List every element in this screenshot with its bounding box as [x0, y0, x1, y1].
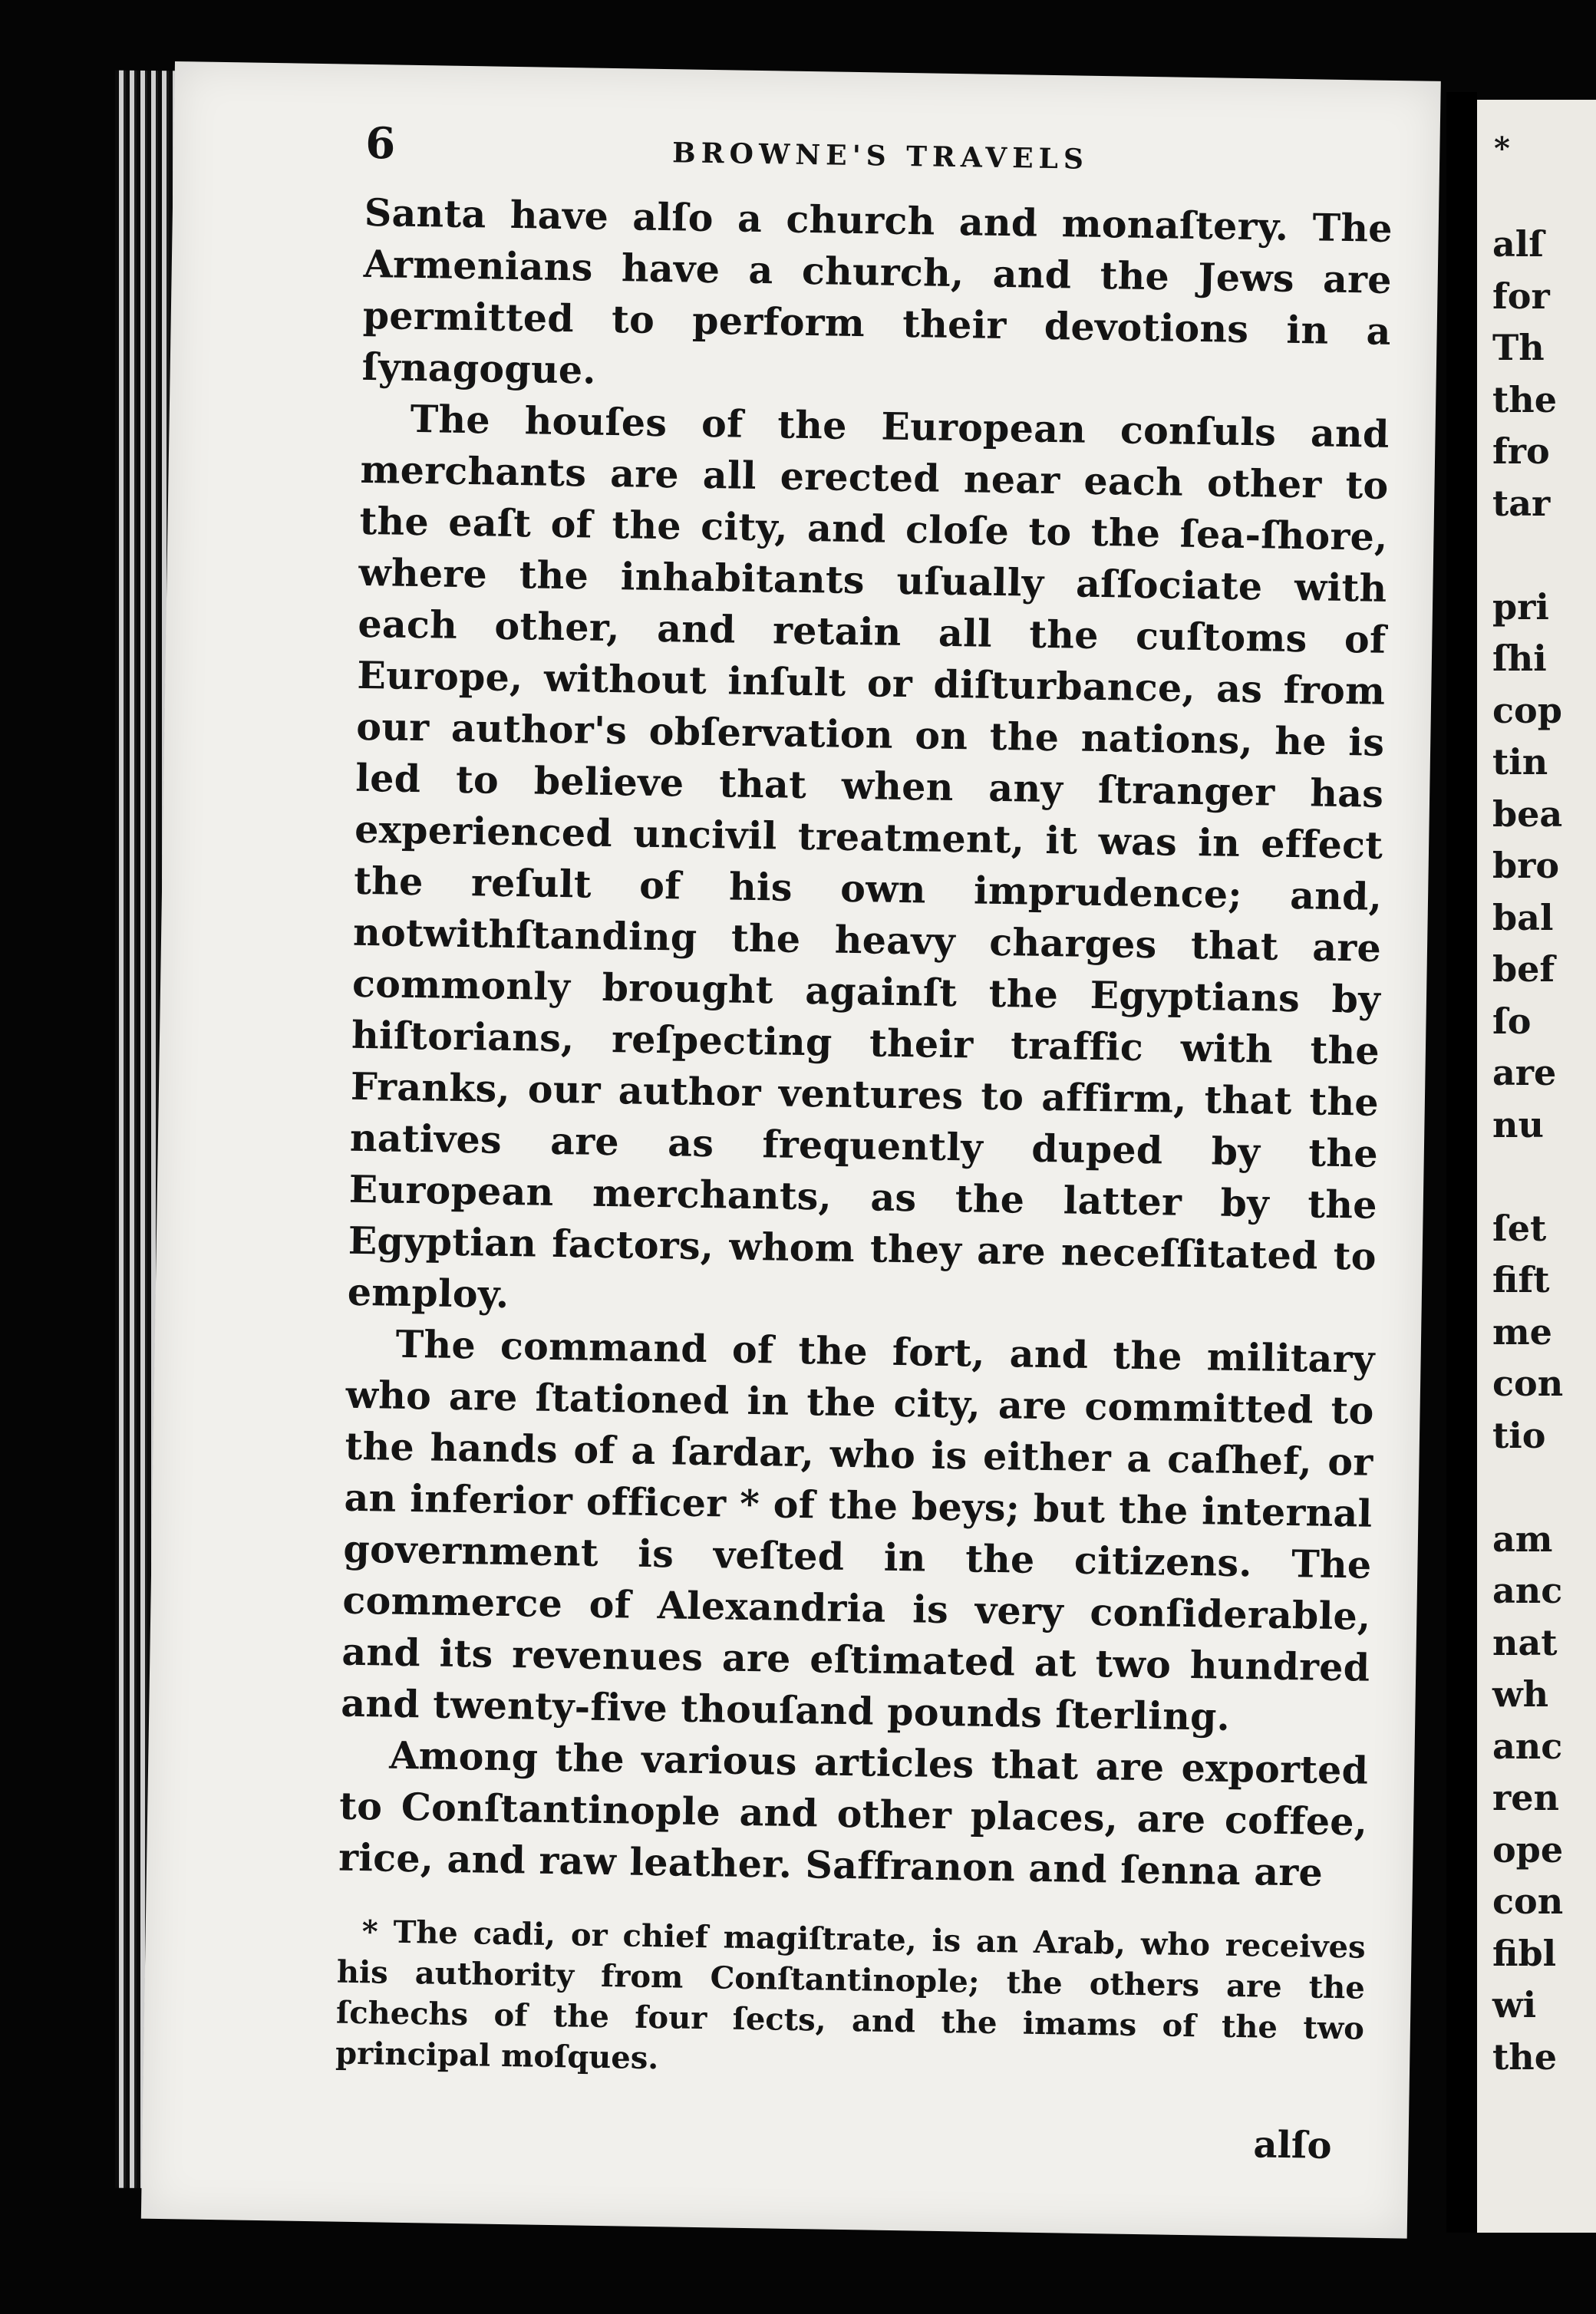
- facing-page: [1477, 100, 1596, 2233]
- facing-page-line: anc: [1492, 1570, 1563, 1611]
- facing-page-line: ſhi: [1492, 638, 1547, 679]
- facing-page-line: am: [1492, 1518, 1553, 1560]
- facing-page-line: the: [1492, 378, 1557, 420]
- running-title: BROWNE'S TRAVELS: [671, 137, 1090, 176]
- binding-gutter: [1446, 92, 1477, 2233]
- facing-page-line: fibl: [1492, 1932, 1557, 1974]
- facing-page-line: [1492, 529, 1563, 582]
- facing-page-line: fro: [1492, 430, 1550, 472]
- paragraph-3: The command of the fort, and the military who are ſtationed in the city, are committed to the hands of a ſardar, who is either a caſhef, or an inferior officer * of the beys; but the internal government is veſted in the citizens. The commerce of Alexandria is very conſiderable, and its revenues are eſtimated at two hundred and twenty-five thouſand pounds ſterling.: [340, 1321, 1376, 1739]
- facing-page-line: alſ: [1492, 223, 1545, 265]
- facing-page-line: ſet: [1492, 1207, 1547, 1249]
- facing-page-line: wi: [1492, 1984, 1537, 2026]
- facing-page-line: tar: [1492, 482, 1551, 524]
- facing-page-mark: *: [1494, 130, 1510, 166]
- facing-page-line: wh: [1492, 1673, 1549, 1715]
- facing-page-line: ſo: [1492, 1000, 1532, 1042]
- facing-page-line: Th: [1492, 327, 1545, 368]
- facing-page-line: bro: [1492, 845, 1560, 886]
- facing-page-line: nat: [1492, 1621, 1558, 1663]
- facing-page-line: bef: [1492, 948, 1555, 990]
- facing-page-line: tio: [1492, 1414, 1546, 1456]
- paragraph-4: Among the various articles that are exported to Conſtantinople and other places, are coffee, rice, and raw leather. Saffranon and ſenna are: [338, 1732, 1369, 1895]
- facing-page-line: con: [1492, 1363, 1564, 1404]
- facing-page-line: nu: [1492, 1103, 1544, 1145]
- facing-page-line: ope: [1492, 1828, 1564, 1871]
- facing-page-line: bal: [1492, 896, 1554, 938]
- facing-page-lines: [1492, 219, 1563, 2083]
- page-content: [334, 118, 1393, 2168]
- facing-page-line: tin: [1492, 741, 1548, 783]
- facing-page-line: me: [1492, 1310, 1552, 1353]
- paragraph-1: Santa have alſo a church and monaſtery. The Armenians have a church, and the Jews are permitted to perform their devotions in a ſynagogue.: [361, 190, 1393, 393]
- facing-page-line: anc: [1492, 1725, 1563, 1767]
- facing-page-line: fift: [1492, 1259, 1550, 1300]
- facing-page-line: are: [1492, 1052, 1557, 1093]
- facing-page-line: bea: [1492, 793, 1563, 835]
- facing-page-line: the: [1492, 2035, 1557, 2078]
- facing-page-line: con: [1492, 1881, 1564, 1922]
- paragraph-2: The houſes of the European conſuls and merchants are all erected near each other to the eaſt of the city, and cloſe to the ſea-ſhore, where the inhabitants uſually aſſociate with each other, and retain all the cuſtoms of Europe, without inſult or diſturbance, as from our author's obſervation on the nations, he is led to believe that when any ſtranger has experienced uncivil treatment, it was in effect the reſult of his own imprudence; and, notwithſtanding the heavy charges that are commonly brought againſt the Egyptians by hiſtorians, reſpecting their traffic with the Franks, our author ventures to affirm, that the natives are as frequently duped by the European merchants, as the latter by the Egyptian factors, whom they are neceſſitated to employ.: [347, 396, 1390, 1317]
- body-text: [338, 187, 1393, 1900]
- facing-page-line: for: [1492, 275, 1550, 317]
- facing-page-line: ren: [1492, 1777, 1559, 1818]
- page-number: 6: [364, 117, 396, 170]
- facing-page-line: pri: [1492, 585, 1549, 628]
- catchword: alſo: [1253, 2123, 1332, 2168]
- book-page: [141, 61, 1441, 2239]
- facing-page-line: cop: [1492, 689, 1562, 731]
- facing-page-line: [1492, 1151, 1563, 1203]
- facing-page-line: [1492, 1462, 1563, 1514]
- footnote: * The cadi, or chief magiſtrate, is an Arab, who receives his authority from Conſtantinople; the others are the ſchechs of the four ſects, and the imams of the two principal moſques.: [335, 1914, 1366, 2077]
